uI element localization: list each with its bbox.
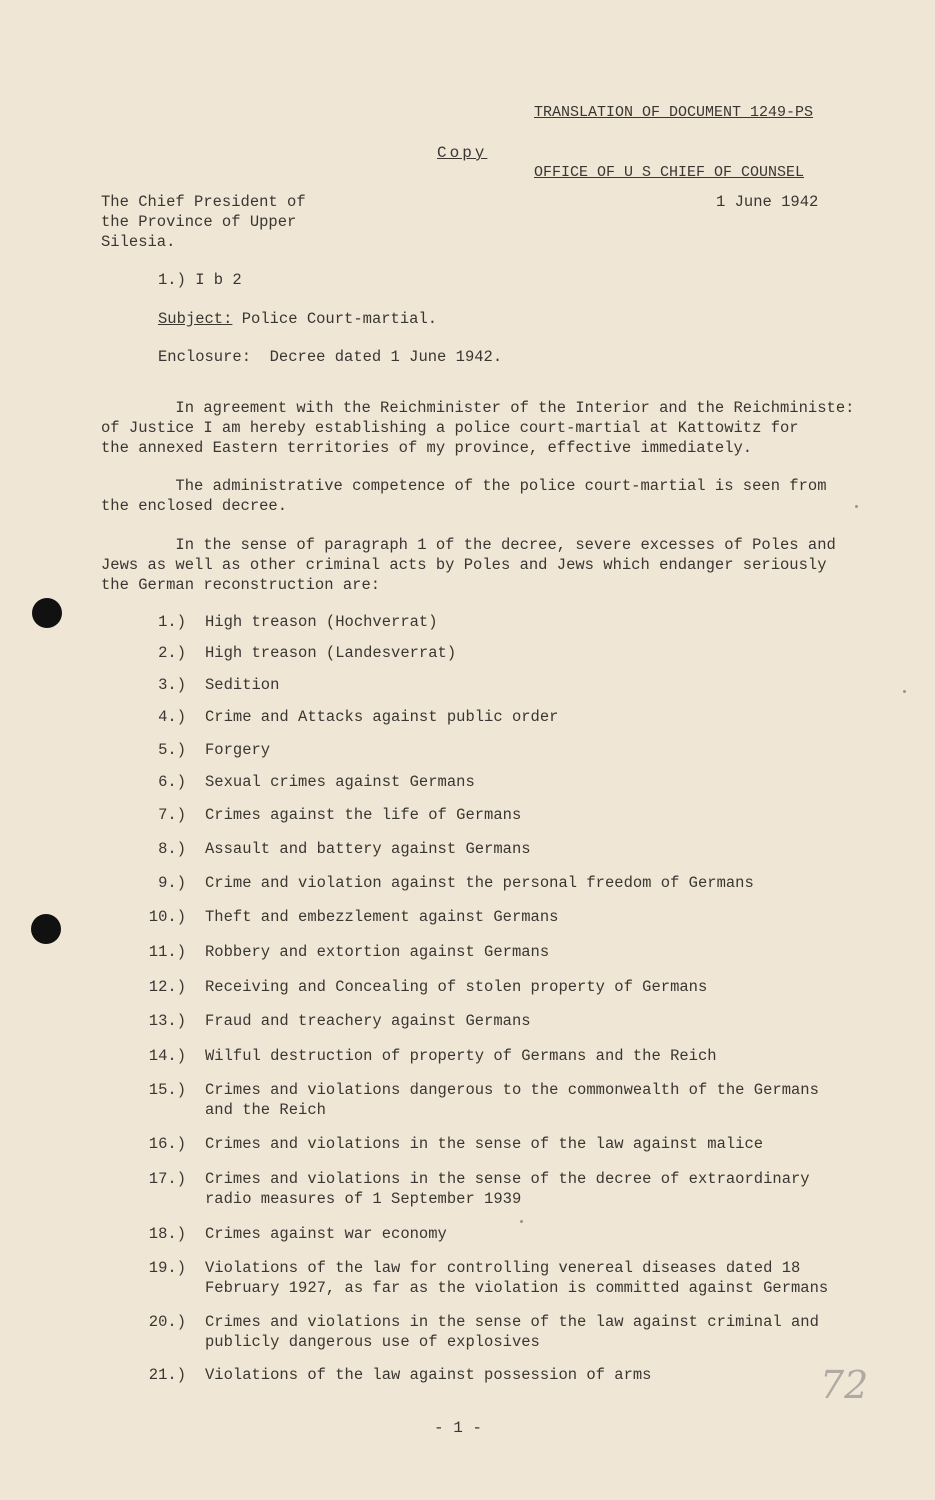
enclosure-line: Enclosure: Decree dated 1 June 1942. [158, 348, 503, 366]
list-item-text: Crimes and violations dangerous to the commonwealth of the Germans and the Reich [205, 1081, 819, 1119]
list-item-text: Robbery and extortion against Germans [205, 943, 550, 961]
list-item-text: Sexual crimes against Germans [205, 773, 475, 791]
subject-line [158, 309, 437, 329]
header-line-2: OFFICE OF U S CHIEF OF COUNSEL [534, 164, 805, 181]
copy-label: Copy [437, 144, 488, 162]
punch-hole-bottom [31, 914, 61, 944]
handwritten-page-number: 72 [820, 1363, 869, 1407]
document-page: TRANSLATION OF DOCUMENT 1249-PS OFFICE OF U S CHIEF OF COUNSEL Copy The Chief President of the Province of Upper Silesia. 1 June 1942 1.) I b 2 Subject: Police Court-martial. Enclosure: Decree dated 1 June 1942. In agreement with the Reichminister of the Interior and the Reichministe: of Justice I am hereby establishing a police court-martial at Kattowitz for the annexed Eastern territories of my province, effective immediately. The administrative competence of the police court-martial is seen from the enclosed decree. In the sense of paragraph 1 of the decree, severe excesses of Poles and Jews as well as other criminal acts by Poles and Jews which endanger seriously the German reconstruction are: 1.) High treason (Hochverrat) 2.) High treason (Landesverrat) 3.) Sedition 4.) Crime and Attacks against public order 5.) Forgery 6.) Sexual crimes against Germans 7.) Crimes against the life of Germans 8.) Assault and battery against Germans 9.) Crime and violation against the personal freedom of Germans 10.) Theft and embezzlement against Germans 11.) Robbery and extortion against Germans 12.) Receiving and Concealing of stolen property of Germans 13.) Fraud and treachery against Germans 14.) Wilful destruction of property of Germans and the Reich 15.) Crimes and violations dangerous to the commonwealth of the Germans and the Reich 16.) Crimes and violations in the sense of the law against malice 17.) Crimes and violations in the sense of the decree of extraordinary radio measures of 1 September 1939 18.) Crimes against war economy 19.) Violations of the law for controlling venereal diseases dated 18 February 1927, as far as the violation is committed against Germans 20.) Crimes and violations in the sense of the law against criminal and publicly dangerous use of explosives 21.) Violations of the law against possession of arms - 1 - 72 [0, 0, 935, 1500]
list-item-text: Sedition [205, 676, 280, 694]
list-item-text: Wilful destruction of property of Germans and the Reich [205, 1047, 717, 1065]
list-item-text: High treason (Landesverrat) [205, 644, 457, 662]
list-item-text: Crime and Attacks against public order [205, 708, 559, 726]
list-item-text: Receiving and Concealing of stolen property of Germans [205, 978, 708, 996]
list-item-text: Crimes against war economy [205, 1225, 447, 1243]
paragraph-1: In agreement with the Reichminister of the Interior and the Reichministe: of Justice I am hereby establishing a police court-martial at Kattowitz for the annexed Eastern territories of my province, effective immediately. [101, 399, 855, 457]
punch-hole-top [32, 598, 62, 628]
paper-speck [903, 690, 906, 693]
list-item-text: Forgery [205, 741, 271, 759]
list-item-text: High treason (Hochverrat) [205, 613, 438, 631]
paragraph-3: In the sense of paragraph 1 of the decree, severe excesses of Poles and Jews as well as other criminal acts by Poles and Jews which endanger seriously the German reconstruction are: [101, 536, 836, 594]
paper-speck [855, 505, 858, 508]
list-item-text: Fraud and treachery against Germans [205, 1012, 531, 1030]
document-date: 1 June 1942 [716, 193, 819, 211]
list-item-text: Crimes and violations in the sense of the decree of extraordinary radio measures of 1 September 1939 [205, 1170, 810, 1208]
list-item-text: Crimes and violations in the sense of the law against malice [205, 1135, 764, 1153]
subject-label: Subject: [158, 310, 233, 328]
reference-number: 1.) I b 2 [158, 271, 242, 289]
list-item-text: Theft and embezzlement against Germans [205, 908, 559, 926]
subject-text: Police Court-martial. [232, 310, 438, 328]
sender-block: The Chief President of the Province of Upper Silesia. [101, 193, 306, 251]
paragraph-2: The administrative competence of the police court-martial is seen from the enclosed decree. [101, 477, 827, 515]
page-number: - 1 - [434, 1419, 483, 1437]
list-item-text: Crimes against the life of Germans [205, 806, 522, 824]
list-item-text: Assault and battery against Germans [205, 840, 531, 858]
list-item-text: Crimes and violations in the sense of the law against criminal and publicly dangerous use of explosives [205, 1313, 819, 1351]
paper-speck [520, 1220, 523, 1223]
list-item-text: Violations of the law against possession of arms [205, 1366, 652, 1384]
list-item-text: Violations of the law for controlling venereal diseases dated 18 February 1927, as far as the violation is committed against Germans [205, 1259, 829, 1297]
header-line-1: TRANSLATION OF DOCUMENT 1249-PS [534, 104, 814, 121]
list-item-text: Crime and violation against the personal freedom of Germans [205, 874, 754, 892]
